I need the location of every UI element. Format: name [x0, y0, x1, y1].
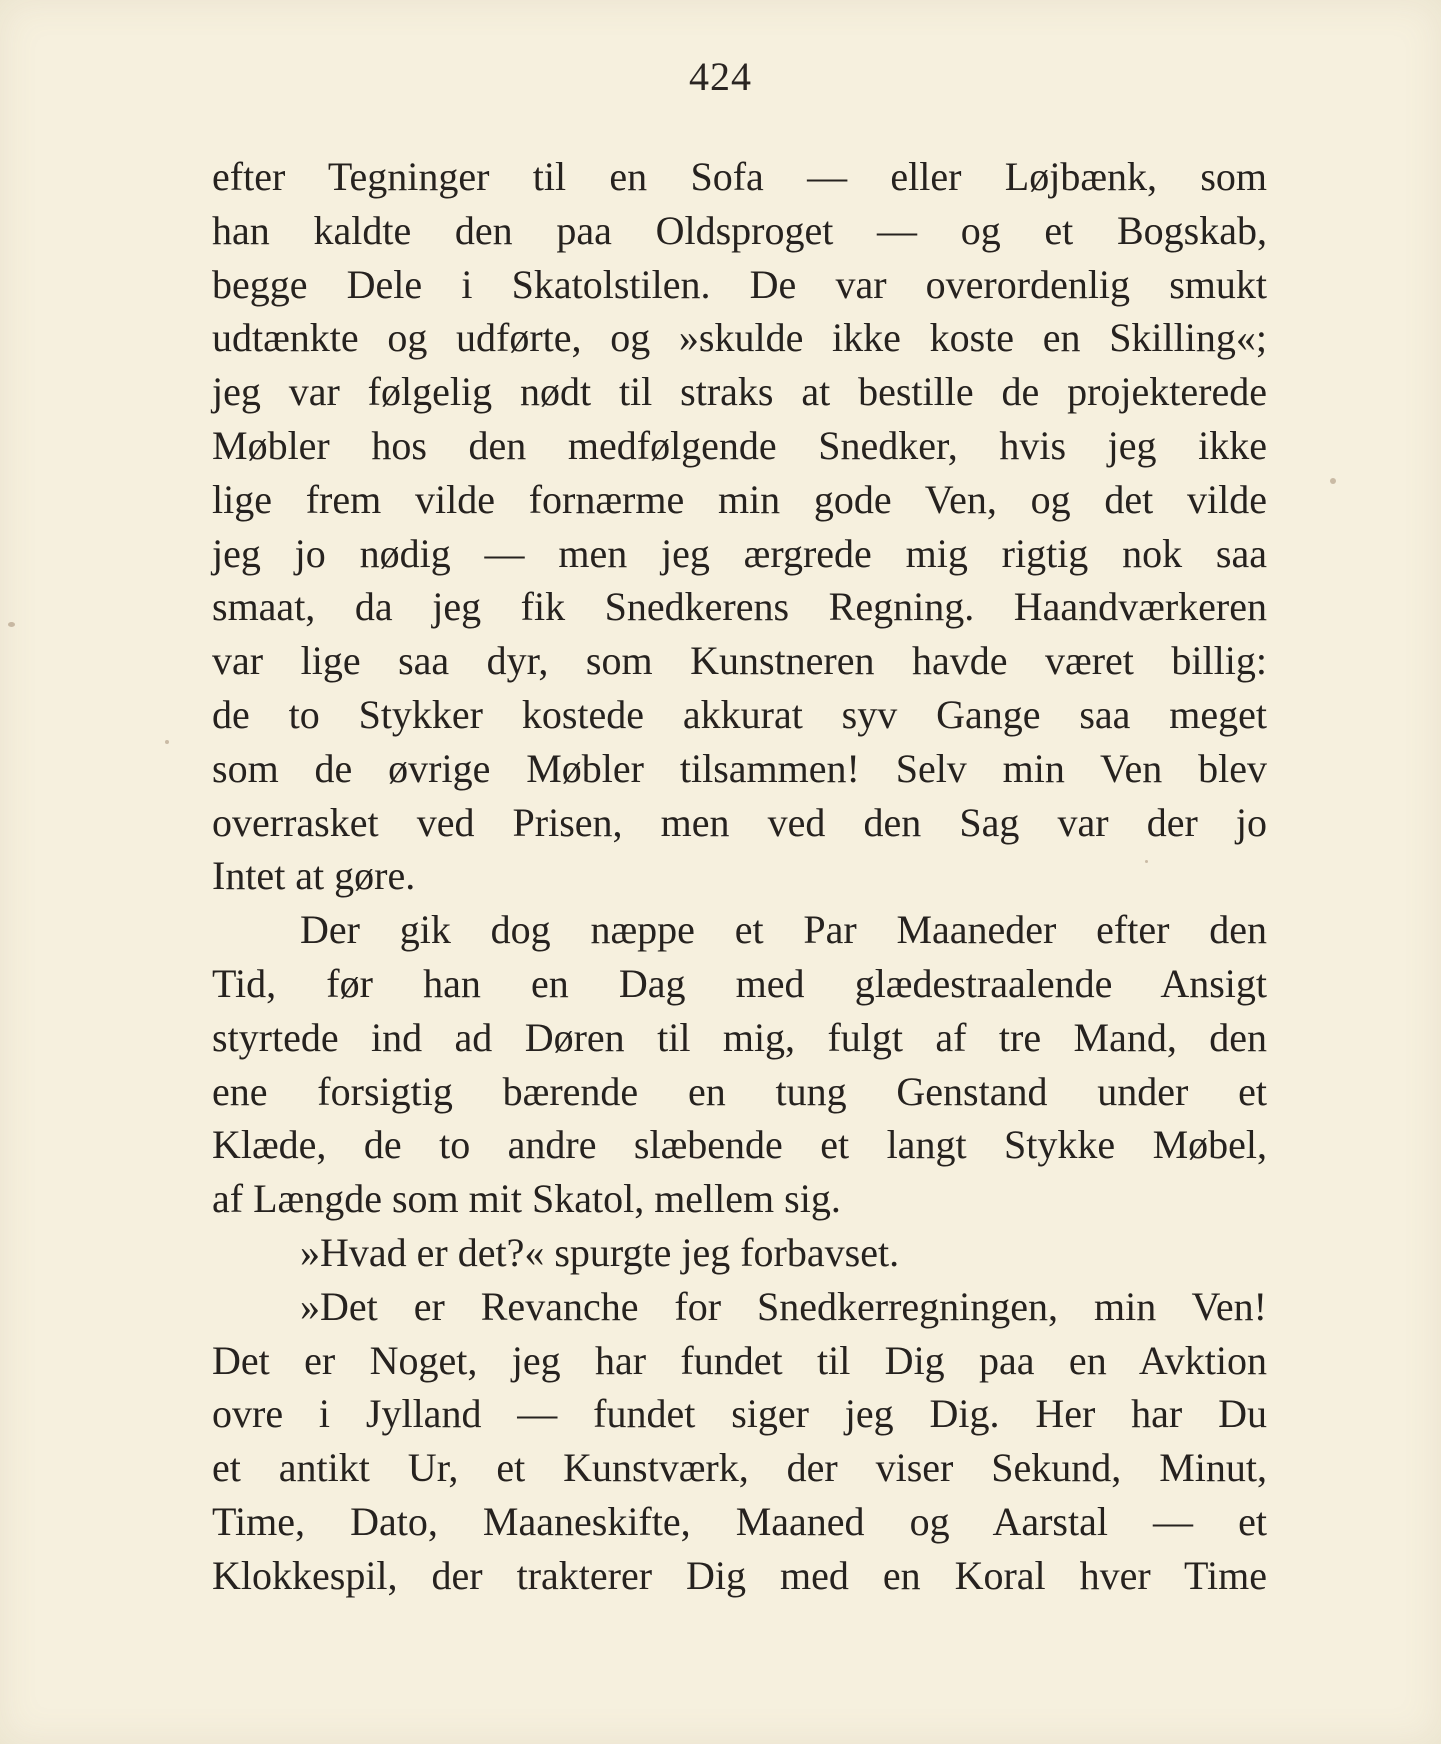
text-line: udtænkte og udførte, og »skulde ikke koste en Skilling«; — [212, 315, 1267, 361]
text-line: af Længde som mit Skatol, mellem sig. — [212, 1176, 841, 1222]
text-line: jeg var følgelig nødt til straks at bestille de projekterede — [212, 369, 1267, 415]
text-line: Klæde, de to andre slæbende et langt Stykke Møbel, — [212, 1122, 1267, 1168]
page-number: 424 — [689, 54, 752, 99]
paper-speck — [8, 622, 15, 627]
text-line: et antikt Ur, et Kunstværk, der viser Sekund, Minut, — [212, 1445, 1267, 1491]
text-line: styrtede ind ad Døren til mig, fulgt af tre Mand, den — [212, 1014, 1267, 1060]
paper-speck — [165, 740, 169, 744]
text-line: smaat, da jeg fik Snedkerens Regning. Haandværkeren — [212, 584, 1267, 630]
text-line: Det er Noget, jeg har fundet til Dig paa en Avktion — [212, 1337, 1267, 1383]
text-line: Intet at gøre. — [212, 853, 416, 899]
text-line: efter Tegninger til en Sofa — eller Løjbænk, som — [212, 154, 1267, 199]
text-line: ene forsigtig bærende en tung Genstand under et — [212, 1068, 1267, 1114]
text-line: de to Stykker kostede akkurat syv Gange saa meget — [212, 691, 1267, 737]
text-line: han kaldte den paa Oldsproget — og et Bogskab, — [212, 207, 1267, 253]
text-line: begge Dele i Skatolstilen. De var overordenlig smukt — [212, 261, 1267, 307]
text-line: lige frem vilde fornærme min gode Ven, og det vilde — [212, 476, 1267, 522]
text-line: Time, Dato, Maaneskifte, Maaned og Aarstal — et — [212, 1498, 1267, 1544]
text-line: overrasket ved Prisen, men ved den Sag var der jo — [212, 799, 1267, 845]
text-line: jeg jo nødig — men jeg ærgrede mig rigtig nok saa — [212, 530, 1267, 576]
text-line: som de øvrige Møbler tilsammen! Selv min Ven blev — [212, 745, 1267, 791]
text-line: Der gik dog næppe et Par Maaneder efter den — [300, 907, 1267, 953]
text-line: Tid, før han en Dag med glædestraalende Ansigt — [212, 960, 1267, 1006]
text-line: Møbler hos den medfølgende Snedker, hvis jeg ikke — [212, 422, 1267, 468]
text-line: »Hvad er det?« spurgte jeg forbavset. — [300, 1229, 900, 1275]
text-line: var lige saa dyr, som Kunstneren havde været billig: — [212, 638, 1267, 684]
text-line: »Det er Revanche for Snedkerregningen, min Ven! — [300, 1283, 1267, 1329]
text-line: ovre i Jylland — fundet siger jeg Dig. Her har Du — [212, 1391, 1267, 1437]
paper-speck — [1145, 860, 1148, 863]
paper-speck — [1330, 478, 1336, 484]
text-line: Klokkespil, der trakterer Dig med en Koral hver Time — [212, 1552, 1267, 1598]
body-text — [212, 150, 1267, 1603]
